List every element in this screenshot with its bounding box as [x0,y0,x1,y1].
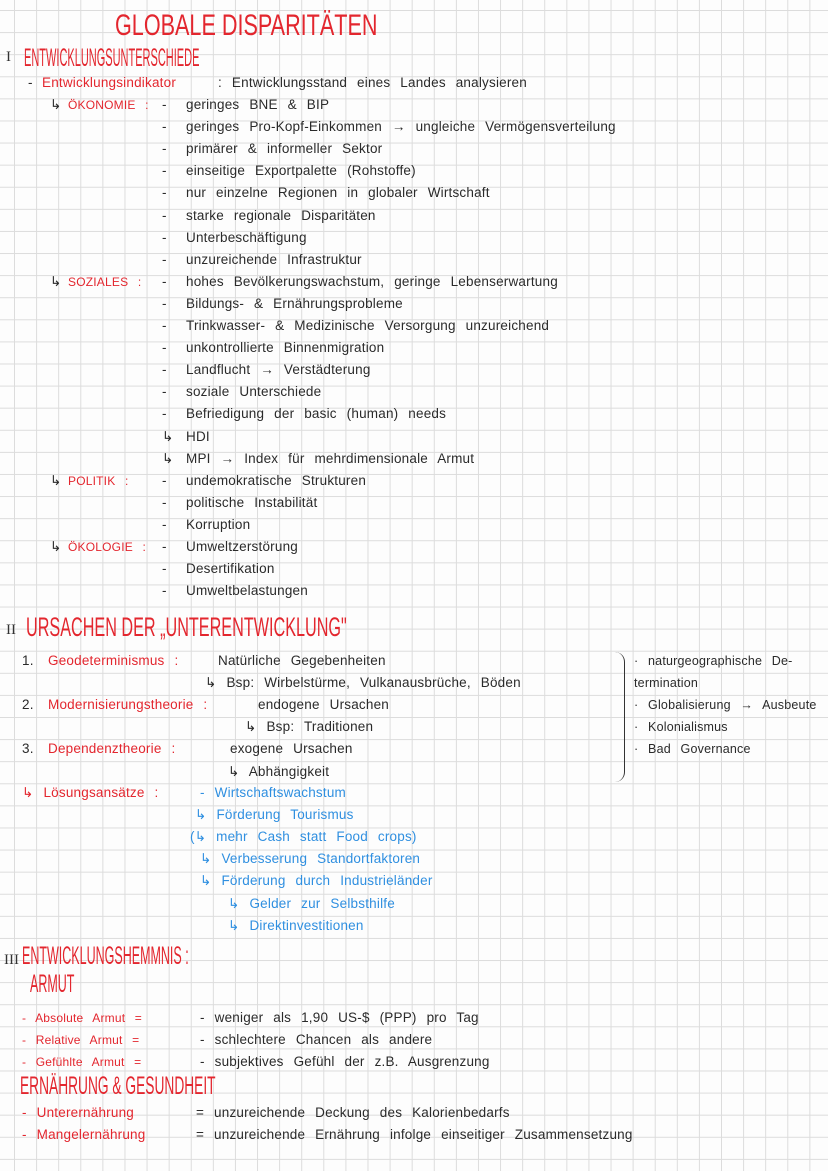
theory-example: ↳ Abhängigkeit [228,763,330,779]
arrow-icon: ↳ [50,472,62,488]
bullet-marker: - [162,494,167,510]
bullet-marker: - [162,384,167,400]
arrow-icon: ↳ [50,539,62,554]
armut-label: - Absolute Armut = [22,1011,142,1025]
section-heading: URSACHEN DER „UNTERENTWICKLUNG" [26,612,347,642]
theory-text: exogene Ursachen [230,741,353,757]
solutions-label: ↳ Lösungsansätze : [22,785,159,800]
bullet-marker: - [162,251,167,267]
list-item: nur einzelne Regionen in globaler Wirtschaft [186,185,490,201]
list-item: politische Instabilität [186,494,318,510]
list-item: Bildungs- & Ernährungsprobleme [186,295,403,311]
bullet-marker: - [162,229,167,245]
section-heading: ENTWICKLUNGSUNTERSCHIEDE [24,44,200,72]
bullet-marker: - [162,472,167,488]
bullet-marker: - [162,207,167,223]
bullet-marker: - [162,362,167,378]
solution-item: ↳ Förderung durch Industrieländer [200,873,433,889]
list-item: undemokratische Strukturen [186,472,367,488]
list-item: Desertifikation [186,561,275,577]
theory-example: ↳ Bsp: Wirbelstürme, Vulkanausbrüche, Böden [205,675,521,691]
bullet-marker: - [162,163,167,179]
theory-text: endogene Ursachen [258,697,389,713]
section-heading: ENTWICKLUNGSHEMMNIS : [22,942,189,970]
brace-item: · naturgeographische De- [634,654,793,668]
theory-text: Natürliche Gegebenheiten [218,653,386,668]
list-item: Trinkwasser- & Medizinische Versorgung unzureichend [186,318,550,333]
ernaehrung-text: = unzureichende Deckung des Kalorienbedarfs [196,1105,510,1120]
arrow-icon: ↳ [50,97,62,112]
armut-text: - schlechtere Chancen als andere [200,1032,433,1048]
bullet-marker: - [162,273,167,289]
bullet-marker: - [162,318,167,333]
curly-brace [612,652,625,782]
bullet-marker: - [162,295,167,311]
armut-text: - subjektives Gefühl der z.B. Ausgrenzung [200,1054,490,1070]
list-item: soziale Unterschiede [186,384,322,400]
arrow-icon: ↳ [50,273,62,289]
list-item: einseitige Exportpalette (Rohstoffe) [186,163,416,179]
indicator-text: : Entwicklungsstand eines Landes analysieren [218,75,527,90]
page-title: GLOBALE DISPARITÄTEN [115,9,378,42]
list-item: geringes BNE & BIP [186,97,330,112]
solution-item: - Wirtschaftswachstum [200,785,346,800]
theory-label: Dependenztheorie : [48,741,176,757]
list-item: geringes Pro-Kopf-Einkommen → ungleiche Vermögensverteilung [186,119,616,135]
list-item: starke regionale Disparitäten [186,207,376,223]
group-label: ÖKOLOGIE : [68,540,147,554]
armut-text: - weniger als 1,90 US-$ (PPP) pro Tag [200,1010,479,1025]
theory-label: Geodeterminismus : [48,653,179,668]
list-item: Befriedigung der basic (human) needs [186,406,447,422]
brace-item: · Kolonialismus [634,720,728,735]
bullet-marker: - [162,516,167,532]
group-label: ÖKONOMIE : [68,98,149,112]
indicator-label: Entwicklungsindikator [42,75,177,90]
bullet-marker: - [162,185,167,201]
theory-example: ↳ Bsp: Traditionen [245,719,374,735]
bullet-marker: ↳ [162,428,174,444]
solution-item: ↳ Gelder zur Selbsthilfe [228,895,395,911]
solution-item: ↳ Verbesserung Standortfaktoren [200,851,421,867]
solution-item: ↳ Direktinvestitionen [228,917,364,933]
list-item: primärer & informeller Sektor [186,141,383,157]
list-item: unkontrollierte Binnenmigration [186,340,385,356]
armut-label: - Gefühlte Armut = [22,1055,142,1070]
theory-label: Modernisierungstheorie : [48,697,208,713]
armut-label: - Relative Armut = [22,1033,140,1048]
brace-item: termination [634,676,699,691]
theory-number: 3. [22,741,34,757]
section-numeral: I [6,49,11,65]
list-item: Umweltzerstörung [186,539,298,554]
bullet-marker: ↳ [162,450,174,466]
subheading-armut: ARMUT [30,970,75,998]
list-item: HDI [186,428,210,444]
ernaehrung-label: - Mangelernährung [22,1127,146,1143]
theory-number: 2. [22,697,34,713]
group-label: SOZIALES : [68,274,142,289]
bullet-marker: - [162,539,167,554]
solution-item: (↳ mehr Cash statt Food crops) [190,829,417,845]
bullet-marker: - [162,119,167,135]
bullet-marker: - [162,561,167,577]
bullet-marker: - [162,97,167,112]
list-item: Korruption [186,516,251,532]
bullet-marker: - [162,340,167,356]
list-item: Umweltbelastungen [186,583,308,599]
list-item: unzureichende Infrastruktur [186,251,362,267]
group-label: POLITIK : [68,473,129,488]
list-item: Landflucht → Verstädterung [186,362,371,378]
ernaehrung-label: - Unterernährung [22,1105,135,1120]
list-item: hohes Bevölkerungswachstum, geringe Lebenserwartung [186,273,558,289]
list-item: MPI → Index für mehrdimensionale Armut [186,450,475,466]
brace-item: · Bad Governance [634,742,751,757]
bullet-marker: - [162,406,167,422]
dash-marker: - [28,75,33,90]
bullet-marker: - [162,141,167,157]
bullet-marker: - [162,583,167,599]
solution-item: ↳ Förderung Tourismus [195,807,354,823]
ernaehrung-text: = unzureichende Ernährung infolge einseitiger Zusammensetzung [196,1127,633,1143]
list-item: Unterbeschäftigung [186,229,307,245]
section-numeral: II [6,622,16,638]
section-numeral: III [4,952,19,968]
brace-item: · Globalisierung → Ausbeute [634,698,817,713]
subheading-ernaehrung: ERNÄHRUNG & GESUNDHEIT [20,1072,216,1100]
theory-number: 1. [22,653,34,668]
